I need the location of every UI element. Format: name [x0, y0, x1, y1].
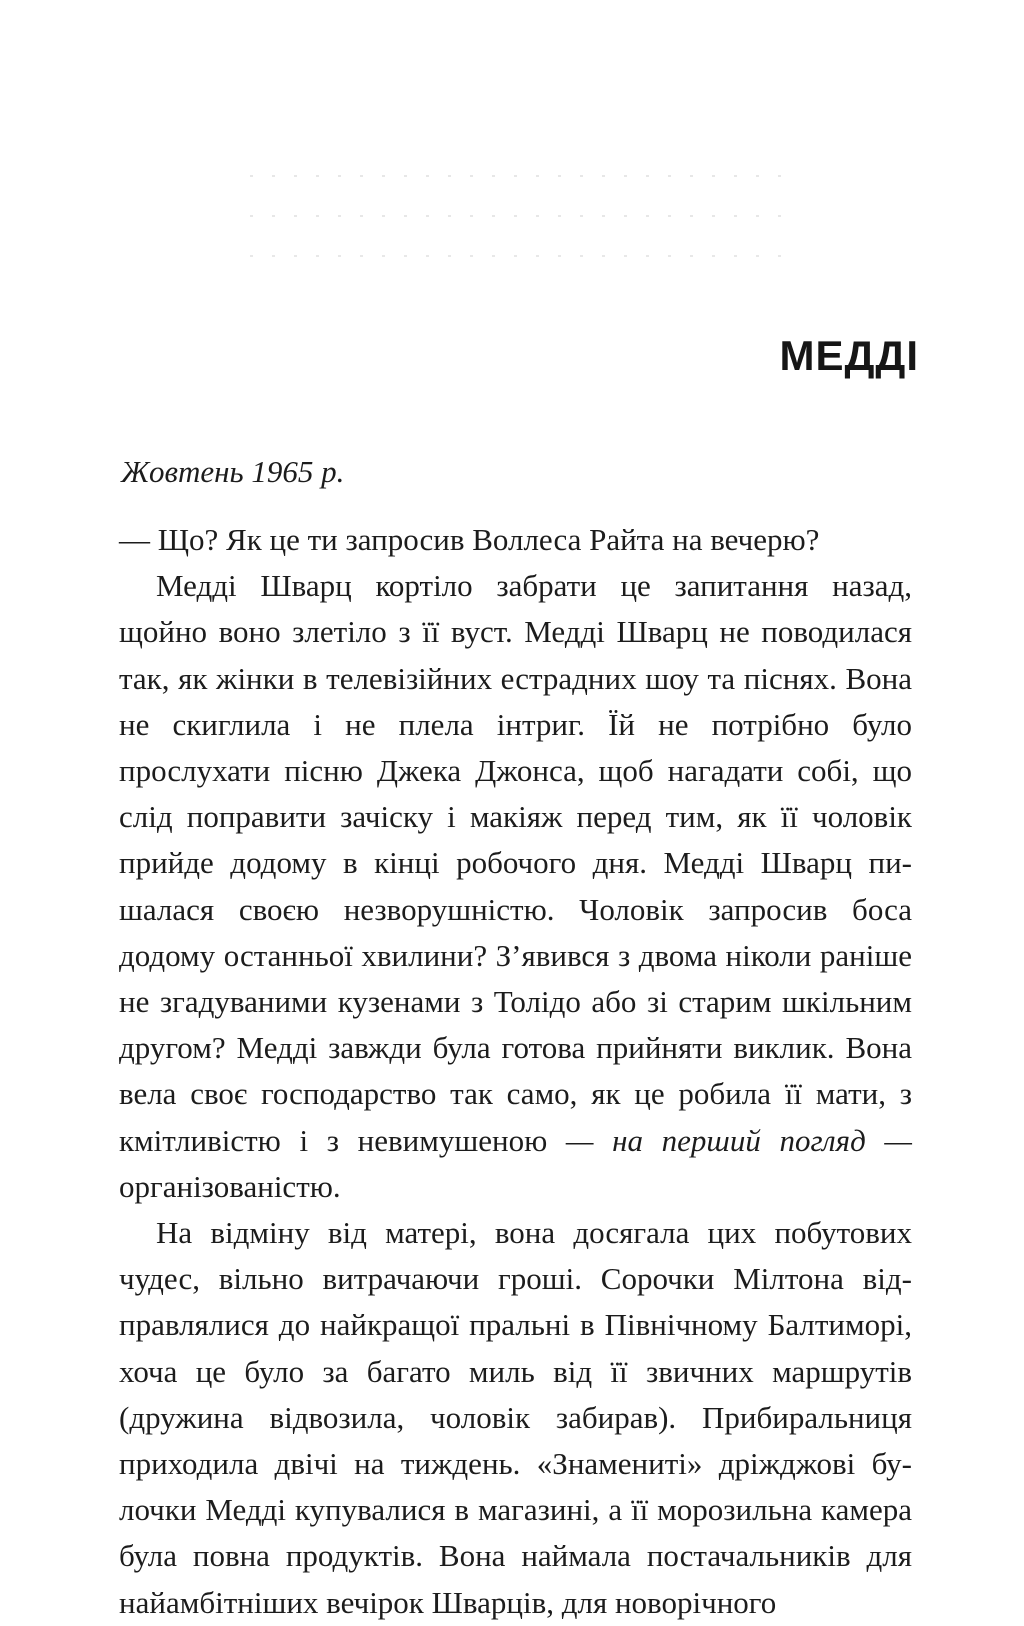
dialogue-line: — Що? Як це ти запросив Воллеса Райта на вечерю? — [119, 522, 820, 557]
paragraph-1-text-b: організованістю. — [119, 1168, 341, 1204]
paragraph-1-emphasis: — на перший погляд — — [565, 1122, 912, 1158]
chapter-title: МЕДДІ — [779, 332, 919, 379]
paragraph-1-text-a: Медді Шварц кортіло забрати це запитання назад, щойно воно злетіло з її вуст. Медді Шварц не поводилася так, як жінки в телевізійних естрадних шоу та піснях. Вона не скиглила і не плела інтриг. Їй не потрібно було прослухати пісню Джека Джонса, щоб нагадати собі, що слід поправити зачіску і макіяж перед тим, як її чоловік прийде додому в кінці робочого дня. Медді Шварц пишалася своєю незворушністю. Чоловік запросив боса додому останньої хвилини? З’явився з двома ніколи раніше не згадуваними кузенами з Толідо або зі старим шкільним другом? Медді завжди була готова прийняти виклик. Вона вела своє господарство так само, як це робила її мати, з кмітливістю і з невимушеною — [119, 568, 912, 1158]
chapter-dateline: Жовтень 1965 р. — [121, 454, 345, 489]
paragraph-2: На відміну від матері, вона досягала цих побутових чудес, вільно витрачаючи гроші. Сорочки Мілтона відправлялися до найкращої пральні в Північному Балтиморі, хоча це було за багато миль від її звичних маршрутів (дружина відвозила, чоловік забирав). Прибиральниця приходила двічі на тиждень. «Знамениті» дріжджові булочки Медді купувалися в магазині, а її морозильна камера була повна продуктів. Вона наймала постачальників для найамбітніших вечірок Шварців, для новорічного — [119, 1215, 912, 1620]
bleed-through-text — [250, 175, 790, 285]
body-text — [119, 517, 912, 1626]
paragraph-1 — [119, 563, 912, 1210]
